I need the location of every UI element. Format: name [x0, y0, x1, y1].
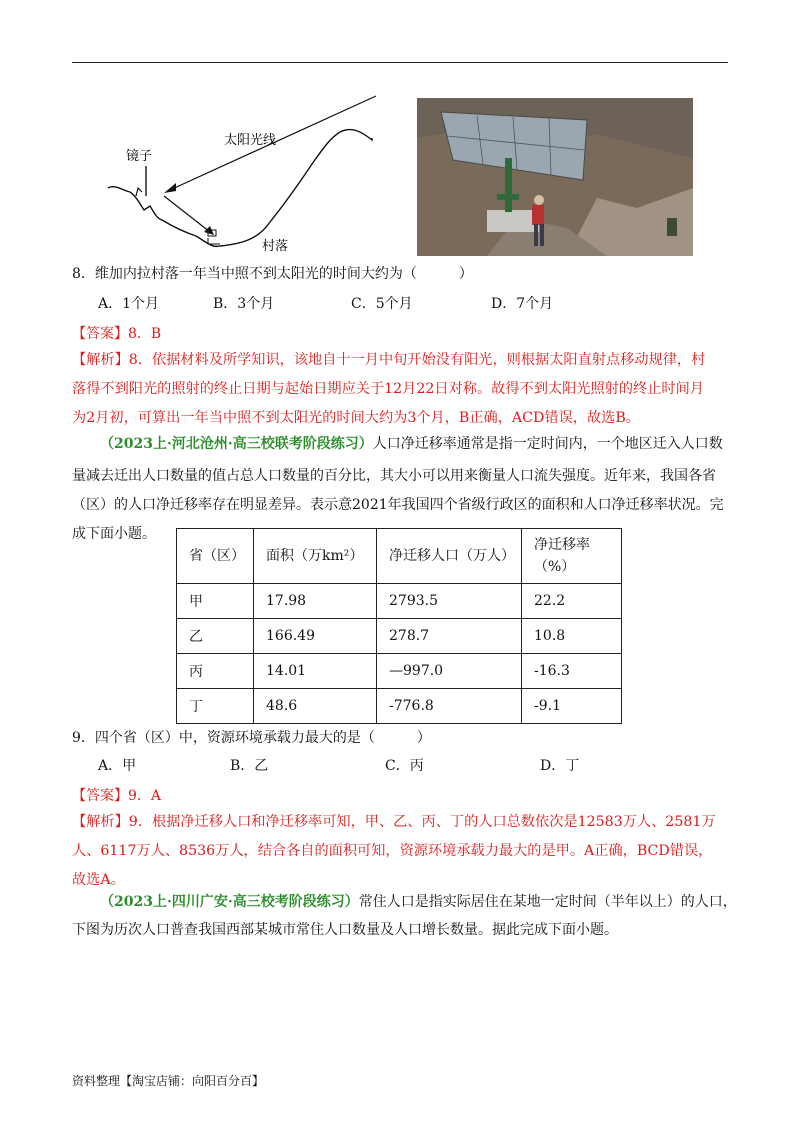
header-rule: [72, 62, 728, 63]
table-header: 净迁移率（%）: [522, 529, 622, 584]
q8-option-d: D．7个月: [491, 296, 554, 312]
q8-analysis-line: 为2月初，可算出一年当中照不到太阳光的时间大约为3个月，B正确，ACD错误，故选B。: [72, 410, 640, 426]
table-header-row: [177, 529, 622, 584]
question-8: 8．维加内拉村落一年当中照不到太阳光的时间大约为（ ）: [72, 266, 473, 282]
q8-analysis-line: 落得不到阳光的照射的终止日期与起始日期应关于12月22日对称。故得不到太阳光照射的终止时间月: [72, 381, 704, 397]
footer-credit: 资料整理【淘宝店铺：向阳百分百】: [72, 1074, 265, 1088]
table-cell: 甲: [177, 584, 254, 619]
table-cell: 丁: [177, 689, 254, 724]
q9-option-d: D．丁: [540, 758, 580, 774]
q8-option-c: C．5个月: [351, 296, 413, 312]
q8-option-a: A．1个月: [98, 296, 160, 312]
question-9: 9．四个省（区）中，资源环境承载力最大的是（ ）: [72, 730, 431, 746]
q9-option-a: A．甲: [98, 758, 137, 774]
intro-1-line: 成下面小题。: [72, 526, 156, 542]
q9-answer: 【答案】9．A: [72, 788, 162, 804]
table-cell: 48.6: [254, 689, 377, 724]
intro-1-first-line: [100, 434, 723, 454]
reflected-ray: [164, 196, 210, 232]
q8-option-b: B．3个月: [213, 296, 275, 312]
table-header: 省（区）: [177, 529, 254, 584]
label-mirror: 镜子: [126, 148, 153, 163]
table-row: [177, 689, 622, 724]
table-cell: 丙: [177, 654, 254, 689]
intro-2-text: 常住人口是指实际居住在某地一定时间（半年以上）的人口，: [358, 894, 737, 910]
q9-option-b: B．乙: [230, 758, 269, 774]
table-cell: -16.3: [522, 654, 622, 689]
mirror-valley-diagram: [100, 92, 400, 262]
q9-option-c: C．丙: [385, 758, 424, 774]
intro-1-source: （2023上·河北沧州·高三校联考阶段练习）: [100, 436, 373, 452]
table-cell: 14.01: [254, 654, 377, 689]
table-row: [177, 584, 622, 619]
table-cell: 22.2: [522, 584, 622, 619]
q8-analysis-line: 【解析】8．依据材料及所学知识，该地自十一月中旬开始没有阳光，则根据太阳直射点移动规律，村: [72, 352, 706, 368]
q9-analysis-line: 故选A。: [72, 872, 125, 888]
intro-2-source: （2023上·四川广安·高三校考阶段练习）: [100, 894, 359, 910]
table-row: [177, 654, 622, 689]
label-village: 村落: [262, 238, 289, 253]
q9-analysis-line: 【解析】9．根据净迁移人口和净迁移率可知，甲、乙、丙、丁的人口总数依次是12583万人、2581万: [72, 814, 716, 830]
table-cell: 166.49: [254, 619, 377, 654]
table-header: 面积（万km²）: [254, 529, 377, 584]
table-cell: -776.8: [377, 689, 522, 724]
table-cell: 2793.5: [377, 584, 522, 619]
table-cell: 278.7: [377, 619, 522, 654]
intro-1-line: 量减去迁出人口数量的值占总人口数量的百分比，其大小可以用来衡量人口流失强度。近年来，我国各省: [72, 468, 716, 484]
intro-1-line: （区）的人口净迁移率存在明显差异。表示意2021年我国四个省级行政区的面积和人口净迁移率状况。完: [72, 497, 724, 513]
mirror-photo: [417, 98, 693, 256]
intro-1-text: 人口净迁移率通常是指一定时间内，一个地区迁入人口数: [372, 436, 723, 452]
q8-answer: 【答案】8．B: [72, 326, 162, 342]
q8-analysis: [72, 346, 705, 433]
label-sunlight: 太阳光线: [224, 132, 277, 147]
q9-analysis-line: 人、6117万人、8536万人，结合各自的面积可知，资源环境承载力最大的是甲。A正确，BCD错误，: [72, 843, 713, 859]
table-header: 净迁移人口（万人）: [377, 529, 522, 584]
table-cell: 17.98: [254, 584, 377, 619]
migration-table: [176, 528, 622, 724]
table-cell: —997.0: [377, 654, 522, 689]
table-cell: 10.8: [522, 619, 622, 654]
intro-2-line: 下图为历次人口普查我国西部某城市常住人口数量及人口增长数量。据此完成下面小题。: [72, 922, 618, 938]
table-cell: -9.1: [522, 689, 622, 724]
table-row: [177, 619, 622, 654]
intro-2-first-line: [100, 892, 737, 912]
table-cell: 乙: [177, 619, 254, 654]
q9-analysis: [72, 808, 716, 895]
